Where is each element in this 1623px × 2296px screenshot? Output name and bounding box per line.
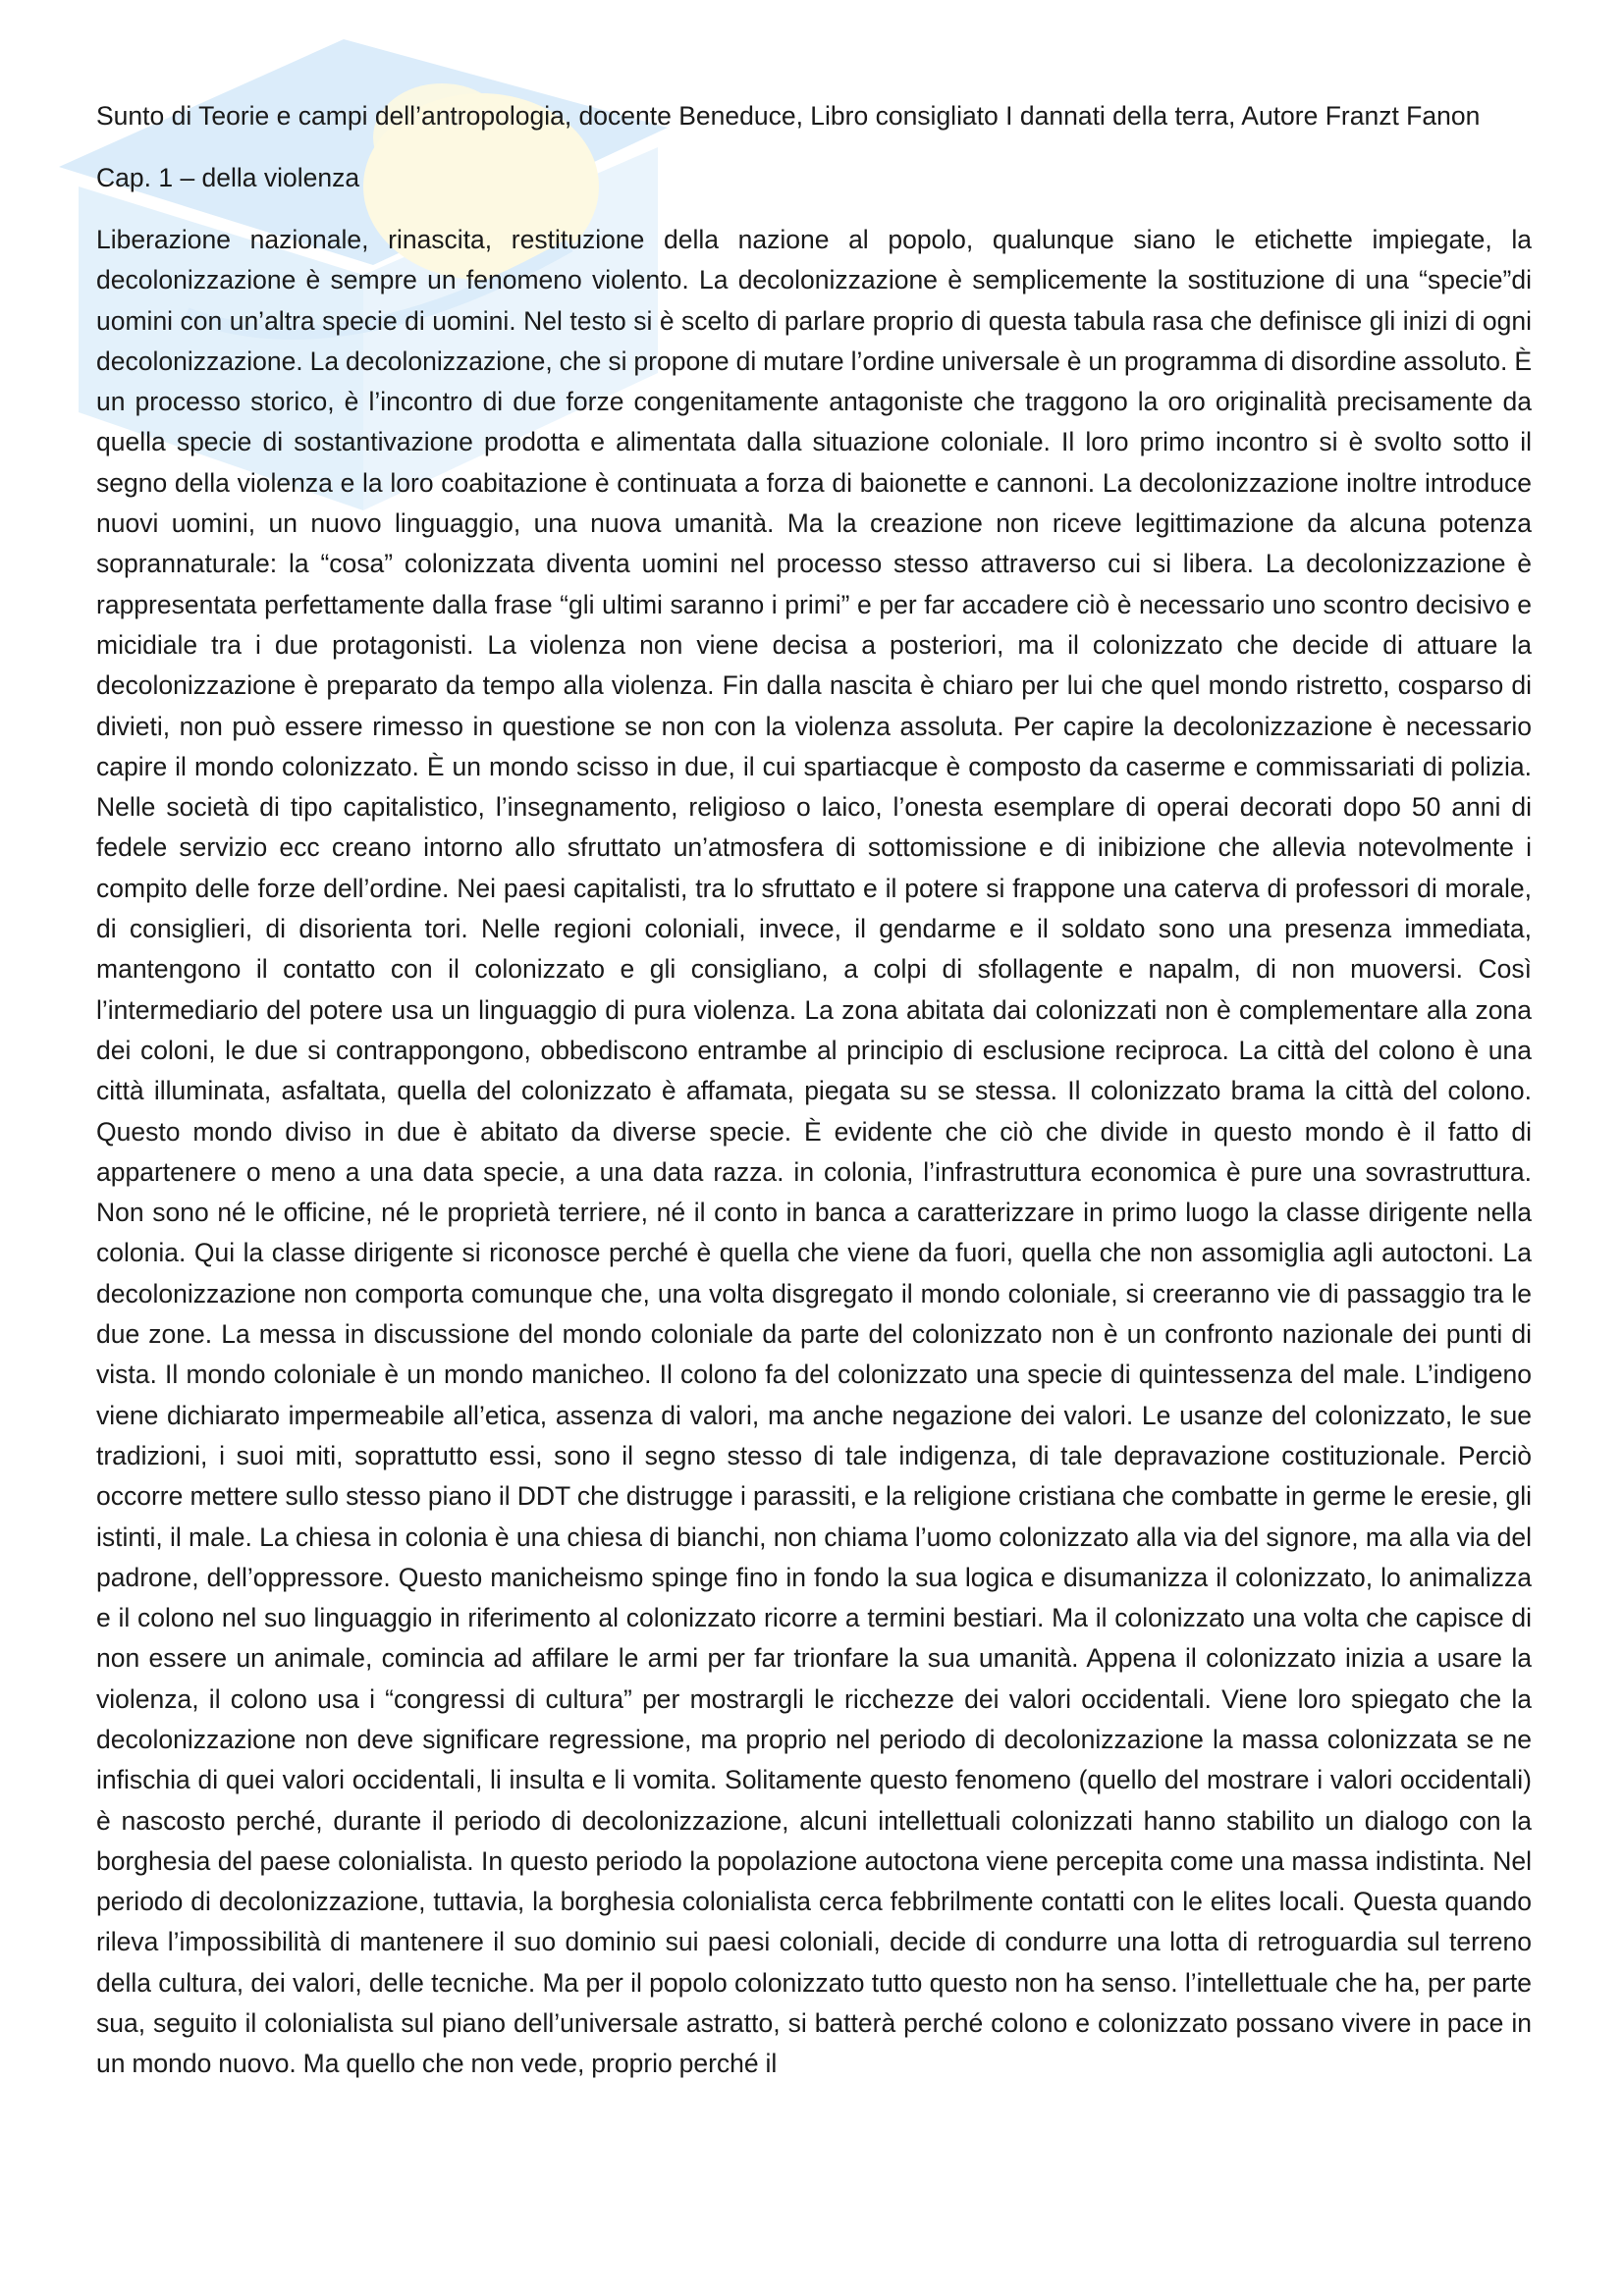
body-paragraph: Liberazione nazionale, rinascita, restituzione della nazione al popolo, qualunque siano le etichette impiegate, la decolonizzazione è sempre un fenomeno violento. La decolonizzazione è semplicemente la sostituzione di una “specie”di uomini con un’altra specie di uomini. Nel testo si è scelto di parlare proprio di questa tabula rasa che definisce gli inizi di ogni decolonizzazione. La decolonizzazione, che si propone di mutare l’ordine universale è un programma di disordine assoluto. È un processo storico, è l’incontro di due forze congenitamente antagoniste che traggono la oro originalità precisamente da quella specie di sostantivazione prodotta e alimentata dalla situazione coloniale. Il loro primo incontro si è svolto sotto il segno della violenza e la loro coabitazione è continuata a forza di baionette e cannoni. La decolonizzazione inoltre introduce nuovi uomini, un nuovo linguaggio, una nuova umanità. Ma la creazione non riceve legittimazione da alcuna potenza soprannaturale: la “cosa” colonizzata diventa uomini nel processo stesso attraverso cui si libera. La decolonizzazione è rappresentata perfettamente dalla frase “gli ultimi saranno i primi” e per far accadere ciò è necessario uno scontro decisivo e micidiale tra i due protagonisti. La violenza non viene decisa a posteriori, ma il colonizzato che decide di attuare la decolonizzazione è preparato da tempo alla violenza. Fin dalla nascita è chiaro per lui che quel mondo ristretto, cosparso di divieti, non può essere rimesso in questione se non con la violenza assoluta. Per capire la decolonizzazione è necessario capire il mondo colonizzato. È un mondo scisso in due, il cui spartiacque è composto da caserme e commissariati di polizia. Nelle società di tipo capitalistico, l’insegnamento, religioso o laico, l’onesta esemplare di operai decorati dopo 50 anni di fedele servizio ecc creano intorno allo sfruttato un’atmosfera di sottomissione e di inibizione che allevia notevolmente i compito delle forze dell’ordine. Nei paesi capitalisti, tra lo sfruttato e il potere si frappone una caterva di professori di morale, di consiglieri, di disorienta tori. Nelle regioni coloniali, invece, il gendarme e il soldato sono una presenza immediata, mantengono il contatto con il colonizzato e gli consigliano, a colpi di sfollagente e napalm, di non muoversi. Così l’intermediario del potere usa un linguaggio di pura violenza. La zona abitata dai colonizzati non è complementare alla zona dei coloni, le due si contrappongono, obbediscono entrambe al principio di esclusione reciproca. La città del colono è una città illuminata, asfaltata, quella del colonizzato è affamata, piegata su se stessa. Il colonizzato brama la città del colono. Questo mondo diviso in due è abitato da diverse specie. È evidente che ciò che divide in questo mondo è il fatto di appartenere o meno a una data specie, a una data razza. in colonia, l’infrastruttura economica è pure una sovrastruttura. Non sono né le officine, né le proprietà terriere, né il conto in banca a caratterizzare in primo luogo la classe dirigente nella colonia. Qui la classe dirigente si riconosce perché è quella che viene da fuori, quella che non assomiglia agli autoctoni. La decolonizzazione non comporta comunque che, una volta disgregato il mondo coloniale, si creeranno vie di passaggio tra le due zone. La messa in discussione del mondo coloniale da parte del colonizzato non è un confronto nazionale dei punti di vista. Il mondo coloniale è un mondo manicheo. Il colono fa del colonizzato una specie di quintessenza del male. L’indigeno viene dichiarato impermeabile all’etica, assenza di valori, ma anche negazione dei valori. Le usanze del colonizzato, le sue tradizioni, i suoi miti, soprattutto essi, sono il segno stesso di tale indigenza, di tale depravazione costituzionale. Perciò occorre mettere sullo stesso piano il DDT che distrugge i parassiti, e la religione cristiana che combatte in germe le eresie, gli istinti, il male. La chiesa in colonia è una chiesa di bianchi, non chiama l’uomo colonizzato alla via del signore, ma alla via del padrone, dell’oppressore. Questo manicheismo spinge fino in fondo la sua logica e disumanizza il colonizzato, lo animalizza e il colono nel suo linguaggio in riferimento al colonizzato ricorre a termini bestiari. Ma il colonizzato una volta che capisce di non essere un animale, comincia ad affilare le armi per far trionfare la sua umanità. Appena il colonizzato inizia a usare la violenza, il colono usa i “congressi di cultura” per mostrargli le ricchezze dei valori occidentali. Viene loro spiegato che la decolonizzazione non deve significare regressione, ma proprio nel periodo di decolonizzazione la massa colonizzata se ne infischia di quei valori occidentali, li insulta e li vomita. Solitamente questo fenomeno (quello del mostrare i valori occidentali) è nascosto perché, durante il periodo di decolonizzazione, alcuni intellettuali colonizzati hanno stabilito un dialogo con la borghesia del paese colonialista. In questo periodo la popolazione autoctona viene percepita come una massa indistinta. Nel periodo di decolonizzazione, tuttavia, la borghesia colonialista cerca febbrilmente contatti con le elites locali. Questa quando rileva l’impossibilità di mantenere il suo dominio sui paesi coloniali, decide di condurre una lotta di retroguardia sul terreno della cultura, dei valori, delle tecniche. Ma per il popolo colonizzato tutto questo non ha senso. l’intellettuale che ha, per parte sua, seguito il colonialista sul piano dell’universale astratto, si batterà perché colono e colonizzato possano vivere in pace in un mondo nuovo. Ma quello che non vede, proprio perché il (96, 225, 1532, 2079)
chapter-title: Cap. 1 – della violenza (96, 163, 360, 192)
document-page (96, 96, 1532, 2085)
document-header: Sunto di Teorie e campi dell’antropologia, docente Beneduce, Libro consigliato I dannati della terra, Autore Franzt Fanon (96, 101, 1481, 131)
